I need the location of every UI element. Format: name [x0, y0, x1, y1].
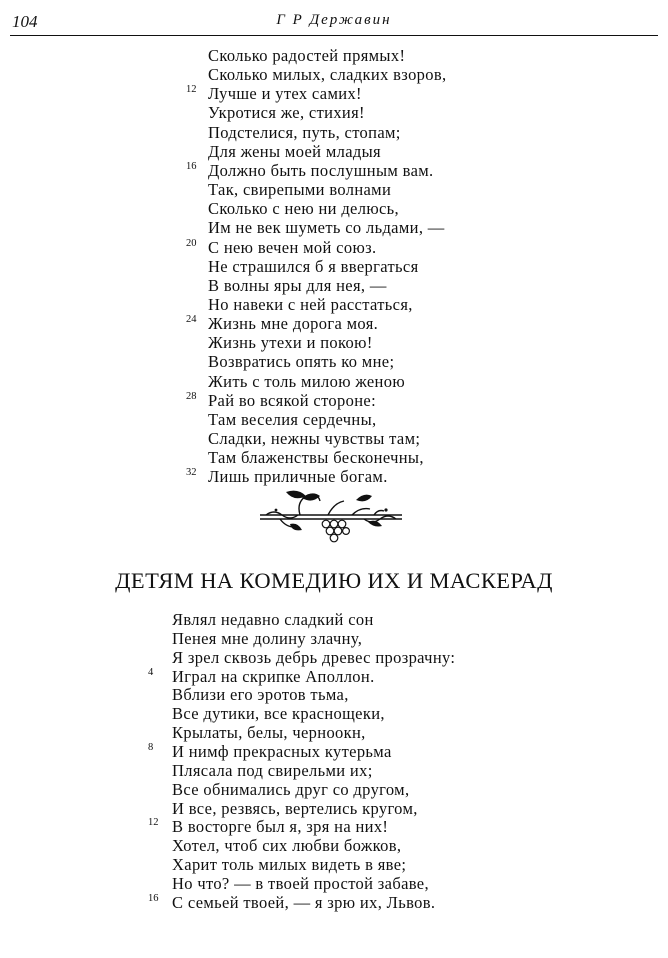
poem-line: Пенея мне долину злачну,: [172, 628, 363, 648]
poem-line: Плясала под свирельми их;: [172, 760, 373, 780]
poem-line: Все дутики, все краснощеки,: [172, 704, 385, 724]
poem-line: Возвратись опять ко мне;: [208, 352, 395, 372]
poem-line: Являл недавно сладкий сон: [172, 610, 374, 629]
line-number: 12: [186, 84, 197, 96]
line-number: 32: [186, 467, 197, 479]
poem-line: Жизнь утехи и покою!: [208, 333, 373, 353]
poem-line: Не страшился б я ввергаться: [208, 256, 419, 276]
poem-line: Так, свирепыми волнами: [208, 180, 392, 200]
header-rule: [10, 35, 658, 36]
poem-line: В волны яры для нея, —: [208, 275, 387, 295]
line-number: 24: [186, 314, 197, 326]
poem-line: С нею вечен мой союз.: [208, 237, 377, 257]
poem-line: Им не век шуметь со льдами, —: [208, 218, 445, 238]
poem-line: Для жены моей младыя: [208, 141, 381, 161]
poem-line: Сколько радостей прямых!: [208, 46, 406, 65]
poem-line: Играл на скрипке Аполлон.: [172, 666, 375, 686]
line-number: 20: [186, 237, 197, 249]
poem-line: Хотел, чтоб сих любви божков,: [172, 836, 402, 856]
line-number: 8: [148, 741, 154, 753]
line-number: 28: [186, 390, 197, 402]
running-header: [0, 0, 668, 40]
grape-vine-ornament: [256, 488, 406, 544]
poem-title: ДЕТЯМ НА КОМЕДИЮ ИХ И МАСКЕРАД: [115, 568, 553, 593]
poem-line: Лишь приличные богам.: [208, 467, 388, 487]
poem-line: Укротися же, стихия!: [208, 103, 365, 123]
poem-line: Харит толь милых видеть в яве;: [172, 855, 407, 875]
poem-line: Но навеки с ней расстаться,: [208, 294, 413, 314]
poem-line: Лучше и утех самих!: [208, 84, 362, 104]
poem-line: Там блаженствы бесконечны,: [208, 448, 424, 468]
poem-line: В восторге был я, зря на них!: [172, 817, 389, 837]
line-number: 4: [148, 666, 154, 678]
poem-line: Все обнимались друг со другом,: [172, 779, 410, 799]
poem-line: Сладки, нежны чувствы там;: [208, 429, 421, 448]
poem-line: И все, резвясь, вертелись кругом,: [172, 798, 418, 818]
poem-line: Я зрел сквозь дебрь древес прозрачну:: [172, 647, 456, 667]
page-number: 104: [12, 12, 38, 31]
poem-line: Сколько милых, сладких взоров,: [208, 65, 447, 85]
running-title: Г Р Державин: [276, 12, 392, 28]
poem-line: Но что? — в твоей простой забаве,: [172, 873, 429, 893]
poem-line: Рай во всякой стороне:: [208, 390, 377, 410]
poem-line: Жизнь мне дорога моя.: [208, 314, 379, 334]
poem-line: Жить с толь милою женою: [208, 371, 406, 391]
poem-line: Там веселия сердечны,: [208, 409, 377, 429]
line-number: 16: [148, 892, 159, 904]
poem-line: Должно быть послушным вам.: [208, 160, 434, 180]
poem-line: Подстелися, путь, стопам;: [208, 122, 401, 142]
poem-line: Сколько с нею ни делюсь,: [208, 199, 400, 219]
poem-line: С семьей твоей, — я зрю их, Львов.: [172, 892, 436, 912]
poem-line: Крылаты, белы, черноокн,: [172, 723, 366, 743]
poem-line: И нимф прекрасных кутерьма: [172, 741, 392, 761]
line-number: 12: [148, 817, 159, 829]
poem-line: Вблизи его эротов тьма,: [172, 685, 349, 705]
line-number: 16: [186, 160, 197, 172]
